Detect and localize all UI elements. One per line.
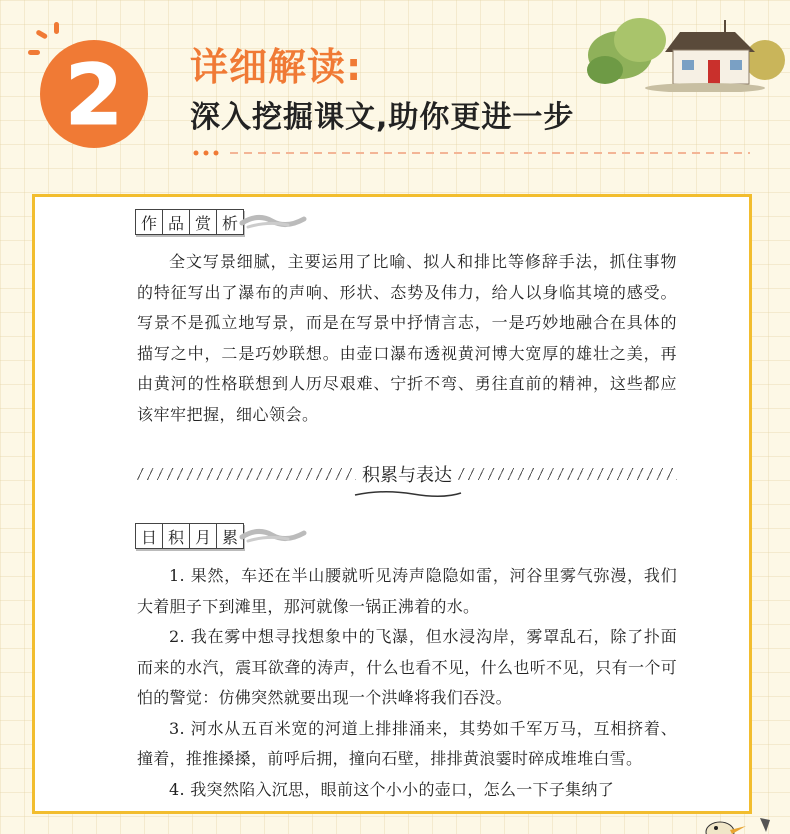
list-item: 3. 河水从五百米宽的河道上排排涌来，其势如千军万马，互相挤着、撞着，推推搡搡，前呼后拥，撞向石壁，排排黄浪霎时碎成堆堆白雪。 (137, 718, 677, 768)
hatch-right (458, 468, 677, 480)
content-card (32, 194, 752, 814)
analysis-paragraph (137, 247, 677, 430)
tag-char: 积 (162, 523, 189, 549)
tag-char: 赏 (189, 209, 216, 235)
analysis-text: 全文写景细腻，主要运用了比喻、拟人和排比等修辞手法，抓住事物的特征写出了瀑布的声响、形状、态势及伟力，给人以身临其境的感受。写景不是孤立地写景，而是在写景中抒情言志，一是巧妙地融合在具体的描写之中，二是巧妙联想。由壶口瀑布透视黄河博大宽厚的雄壮之美，再由黄河的性格联想到人历尽艰难、宁折不弯、勇往直前的精神，这些都应该牢牢把握，细心领会。 (137, 252, 677, 424)
list-item: 2. 我在雾中想寻找想象中的飞瀑，但水浸沟岸，雾罩乱石，除了扑面而来的水汽，震耳欲聋的涛声，什么也看不见，什么也听不见，只有一个可怕的警觉：仿佛突然就要出现一个洪峰将我们吞没。 (137, 627, 677, 707)
tag-char: 析 (216, 209, 244, 235)
hatch-left (137, 468, 356, 480)
tag-char: 作 (135, 209, 162, 235)
list-item: 4. 我突然陷入沉思，眼前这个小小的壶口，怎么一下子集纳了 (169, 779, 615, 799)
tag-work-analysis (135, 209, 308, 235)
underline-swoosh (353, 487, 463, 501)
section-number: 2 (64, 46, 124, 144)
header-subtitle: 深入挖掘课文,助你更进一步 (190, 100, 575, 135)
dotted-divider (190, 146, 770, 160)
bird-illustration (690, 814, 780, 834)
tag-char: 品 (162, 209, 189, 235)
header-title: 详细解读: (190, 45, 363, 89)
section-number-badge (38, 38, 150, 150)
section-divider (137, 459, 677, 489)
house-illustration (585, 0, 785, 92)
tag-daily-accumulation (135, 523, 308, 549)
tag-char: 月 (189, 523, 216, 549)
quote-list (137, 561, 677, 805)
list-item: 1. 果然，车还在半山腰就听见涛声隐隐如雷，河谷里雾气弥漫，我们大着胆子下到滩里，那河就像一锅正沸着的水。 (137, 566, 677, 616)
divider-label: 积累与表达 (362, 465, 452, 486)
brush-stroke (238, 211, 308, 233)
tag-char: 日 (135, 523, 162, 549)
tag-char: 累 (216, 523, 244, 549)
brush-stroke (238, 525, 308, 547)
